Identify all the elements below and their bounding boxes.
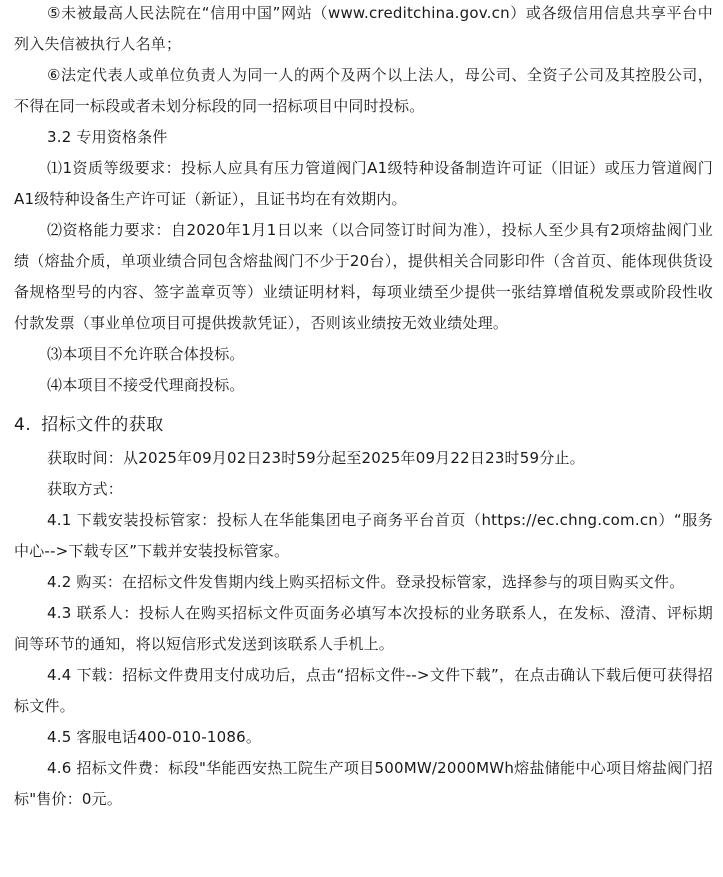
list-item-4-5: 4.5 客服电话400-010-1086。 bbox=[47, 728, 262, 746]
list-item-4-3: 4.3 联系人：投标人在购买招标文件页面务必填写本次投标的业务联系人，在发标、澄清、评标期间等环节的通知，将以短信形式发送到该联系人手机上。 bbox=[14, 604, 713, 653]
paragraph-condition-5: ⑤未被最高人民法院在“信用中国”网站（www.creditchina.gov.cn）或各级信用信息共享平台中列入失信被执行人名单； bbox=[14, 4, 713, 53]
subsection-title-3-2: 3.2 专用资格条件 bbox=[47, 128, 168, 146]
paragraph-qualification-4: ⑷本项目不接受代理商投标。 bbox=[47, 376, 245, 394]
paragraph-condition-6: ⑥法定代表人或单位负责人为同一人的两个及两个以上法人，母公司、全资子公司及其控股公司，不得在同一标段或者未划分标段的同一招标项目中同时投标。 bbox=[14, 66, 713, 115]
paragraph-acquisition-method: 获取方式： bbox=[47, 480, 124, 498]
section-title: 招标文件的获取 bbox=[41, 415, 164, 435]
paragraph-acquisition-time: 获取时间：从2025年09月02日23时59分起至2025年09月22日23时59分止。 bbox=[47, 449, 585, 467]
section-heading-4 bbox=[14, 407, 713, 443]
paragraph-qualification-1: ⑴1资质等级要求：投标人应具有压力管道阀门A1级特种设备制造许可证（旧证）或压力管道阀门A1级特种设备生产许可证（新证），且证书均在有效期内。 bbox=[14, 159, 713, 208]
list-item-4-2: 4.2 购买：在招标文件发售期内线上购买招标文件。登录投标管家，选择参与的项目购买文件。 bbox=[47, 573, 685, 591]
list-item-4-4: 4.4 下载：招标文件费用支付成功后，点击“招标文件-->文件下载”，在点击确认下载后便可获得招标文件。 bbox=[14, 666, 713, 715]
section-number: 4. bbox=[14, 415, 32, 435]
list-item-4-6: 4.6 招标文件费：标段"华能西安热工院生产项目500MW/2000MWh熔盐储能中心项目熔盐阀门招标"售价：0元。 bbox=[14, 759, 713, 808]
paragraph-qualification-2: ⑵资格能力要求：自2020年1月1日以来（以合同签订时间为准），投标人至少具有2项熔盐阀门业绩（熔盐介质，单项业绩合同包含熔盐阀门不少于20台），提供相关合同影印件（含首页、能体现供货设备规格型号的内容、签字盖章页等）业绩证明材料，每项业绩至少提供一张结算增值税发票或阶段性收付款发票（事业单位项目可提供拨款凭证），否则该业绩按无效业绩处理。 bbox=[14, 221, 713, 332]
paragraph-qualification-3: ⑶本项目不允许联合体投标。 bbox=[47, 345, 245, 363]
list-item-4-1: 4.1 下载安装投标管家：投标人在华能集团电子商务平台首页（https://ec.chng.com.cn）“服务中心-->下载专区”下载并安装投标管家。 bbox=[14, 511, 713, 560]
